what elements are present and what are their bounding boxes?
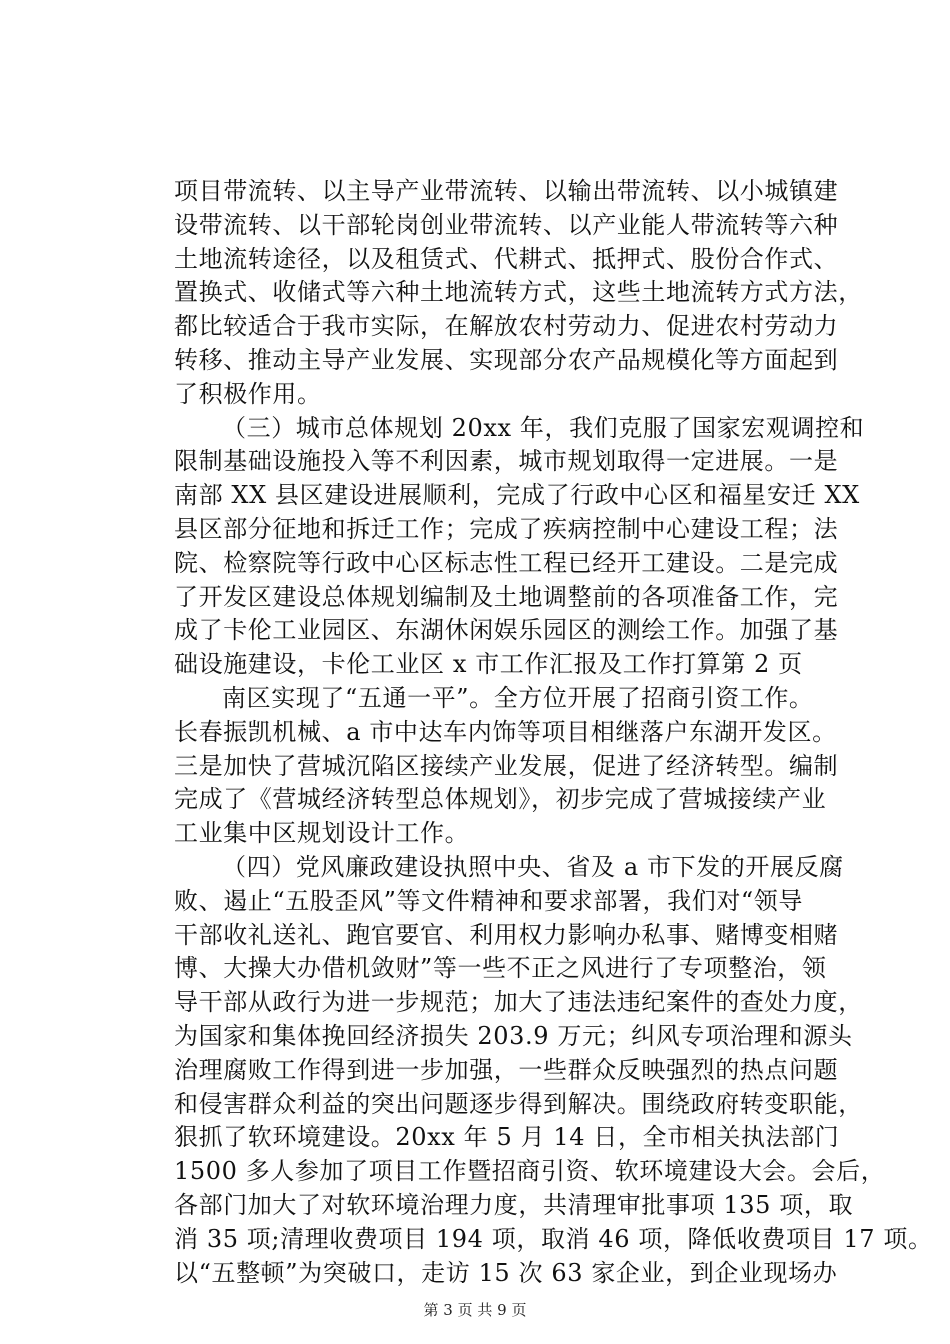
text-line: 都比较适合于我市实际，在解放农村劳动力、促进农村劳动力 [174,312,839,341]
text-line: 和侵害群众利益的突出问题逐步得到解决。围绕政府转变职能， [174,1089,863,1118]
paragraph-start-line: （四）党风廉政建设执照中央、省及 a 市下发的开展反腐 [222,852,844,881]
text-line: 以“五整顿”为突破口，走访 15 次 63 家企业，到企业现场办 [174,1258,838,1287]
text-line: 限制基础设施投入等不利因素，城市规划取得一定进展。一是 [174,447,839,476]
text-line: 了积极作用。 [174,379,322,408]
text-line: 转移、推动主导产业发展、实现部分农产品规模化等方面起到 [174,345,839,374]
page-footer [0,1299,950,1320]
text-line: 设带流转、以干部轮岗创业带流转、以产业能人带流转等六种 [174,210,839,239]
text-line: 础设施建设，卡伦工业区 x 市工作汇报及工作打算第 2 页 [174,650,803,679]
text-line: 导干部从政行为进一步规范；加大了违法违纪案件的查处力度， [174,988,863,1017]
text-line: 置换式、收储式等六种土地流转方式，这些土地流转方式方法， [174,278,863,307]
text-line: 干部收礼送礼、跑官要官、利用权力影响办私事、赌博变相赌 [174,920,839,949]
text-line: 败、遏止“五股歪风”等文件精神和要求部署，我们对“领导 [174,886,804,915]
text-line: 为国家和集体挽回经济损失 203.9 万元；纠风专项治理和源头 [174,1021,853,1050]
text-line: 狠抓了软环境建设。20xx 年 5 月 14 日，全市相关执法部门 [174,1123,840,1152]
page-number-label: 第 3 页 共 9 页 [423,1301,527,1319]
text-line: 项目带流转、以主导产业带流转、以输出带流转、以小城镇建 [174,177,839,205]
paragraph-start-line: 南区实现了“五通一平”。全方位开展了招商引资工作。 [222,683,814,712]
text-line: 治理腐败工作得到进一步加强，一些群众反映强烈的热点问题 [174,1055,839,1084]
text-line: 土地流转途径，以及租赁式、代耕式、抵押式、股份合作式、 [174,244,839,273]
text-line: 长春振凯机械、a 市中达车内饰等项目相继落户东湖开发区。 [174,717,837,746]
text-line: 博、大操大办借机敛财”等一些不正之风进行了专项整治，领 [174,954,827,983]
text-line: 各部门加大了对软环境治理力度，共清理审批事项 135 项，取 [174,1190,854,1219]
text-line: 消 35 项;清理收费项目 194 项，取消 46 项，降低收费项目 17 项。 [174,1224,933,1253]
text-line: 工业集中区规划设计工作。 [174,819,470,848]
document-body [174,175,933,1290]
text-line: 成了卡伦工业园区、东湖休闲娱乐园区的测绘工作。加强了基 [174,616,839,645]
text-line: 三是加快了营城沉陷区接续产业发展，促进了经济转型。编制 [174,751,839,780]
paragraph-start-line: （三）城市总体规划 20xx 年，我们克服了国家宏观调控和 [222,413,865,442]
text-line: 南部 XX 县区建设进展顺利，完成了行政中心区和福星安迁 XX [174,481,860,510]
text-line: 完成了《营城经济转型总体规划》，初步完成了营城接续产业 [174,785,827,814]
text-line: 县区部分征地和拆迁工作；完成了疾病控制中心建设工程；法 [174,514,839,543]
text-line: 1500 多人参加了项目工作暨招商引资、软环境建设大会。会后， [174,1157,886,1186]
text-line: 院、检察院等行政中心区标志性工程已经开工建设。二是完成 [174,548,839,577]
text-line: 了开发区建设总体规划编制及土地调整前的各项准备工作，完 [174,582,839,611]
